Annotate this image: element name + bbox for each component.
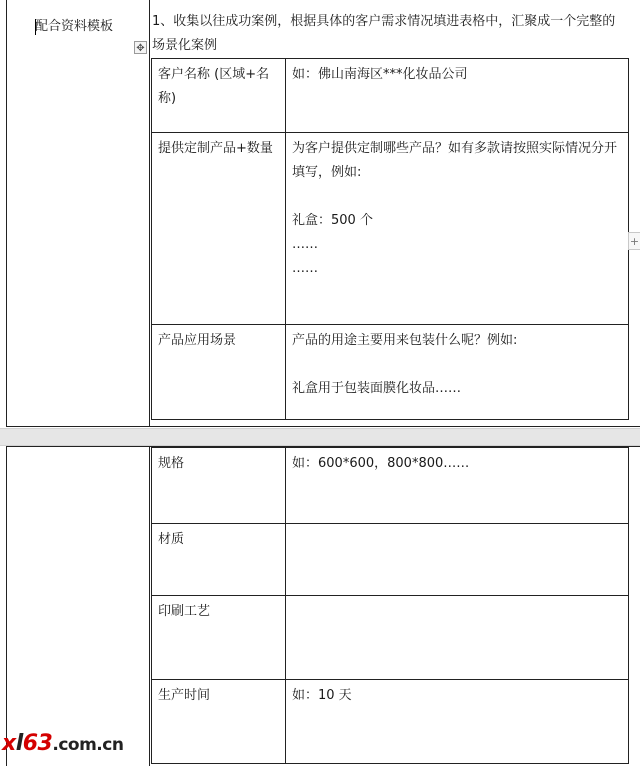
cell-scenario-key[interactable]: 产品应用场景 xyxy=(152,325,286,420)
table-row xyxy=(152,596,629,680)
value-line: 如：10 天 xyxy=(292,688,352,703)
outer-table-page-1 xyxy=(6,0,640,427)
add-column-marker-icon[interactable]: + xyxy=(628,232,640,250)
intro-line-2: 场景化案例 xyxy=(152,38,218,53)
cell-spec-value[interactable] xyxy=(286,448,629,524)
table-row xyxy=(152,59,629,133)
outer-table-page-2 xyxy=(6,446,640,766)
intro-paragraph[interactable] xyxy=(150,0,640,58)
site-watermark-logo: xl63.com.cn xyxy=(2,731,124,756)
value-line: 礼盒：500 个 xyxy=(292,213,373,228)
cell-material-key[interactable]: 材质 xyxy=(152,524,286,596)
cell-production-time-value[interactable] xyxy=(286,680,629,764)
section-label-cell-continued[interactable] xyxy=(7,447,150,766)
table-move-handle-icon[interactable]: ✥ xyxy=(134,41,147,54)
section-content-cell-continued[interactable] xyxy=(150,447,640,766)
table-row xyxy=(152,448,629,524)
table-row xyxy=(152,680,629,764)
cell-scenario-value[interactable] xyxy=(286,325,629,420)
cell-customer-name-value[interactable] xyxy=(286,59,629,133)
value-line: …… xyxy=(292,261,318,276)
value-line: 为客户提供定制哪些产品？如有多款请按照实际情况分开填写，例如: xyxy=(292,141,618,180)
value-line: 如：佛山南海区***化妆品公司 xyxy=(292,67,468,82)
section-label: 配合资料模板 xyxy=(35,19,114,34)
section-content-cell[interactable] xyxy=(136,0,640,427)
table-row xyxy=(152,524,629,596)
cell-spec-key[interactable]: 规格 xyxy=(152,448,286,524)
case-info-table xyxy=(151,58,629,420)
section-label-cell[interactable] xyxy=(7,0,150,427)
blank-line xyxy=(292,185,622,209)
cell-product-qty-value[interactable] xyxy=(286,133,629,325)
value-line: 产品的用途主要用来包装什么呢？例如: xyxy=(292,333,518,348)
document-page-2 xyxy=(0,446,640,766)
value-line: …… xyxy=(292,237,318,252)
table-row xyxy=(152,133,629,325)
case-info-table-continued xyxy=(151,447,629,764)
cell-customer-name-key[interactable]: 客户名称 (区域+名称) xyxy=(152,59,286,133)
cell-production-time-key[interactable]: 生产时间 xyxy=(152,680,286,764)
blank-line xyxy=(292,353,622,377)
page-break-gap xyxy=(0,428,640,446)
intro-line-1: 1、收集以往成功案例，根据具体的客户需求情况填进表格中，汇聚成一个完整的 xyxy=(152,14,616,29)
value-line: 如：600*600，800*800…… xyxy=(292,456,470,471)
value-line: 礼盒用于包装面膜化妆品…… xyxy=(292,381,462,396)
cell-printing-key[interactable]: 印刷工艺 xyxy=(152,596,286,680)
cell-material-value[interactable] xyxy=(286,524,629,596)
cell-product-qty-key[interactable]: 提供定制产品+数量 xyxy=(152,133,286,325)
cell-printing-value[interactable] xyxy=(286,596,629,680)
table-row xyxy=(152,325,629,420)
